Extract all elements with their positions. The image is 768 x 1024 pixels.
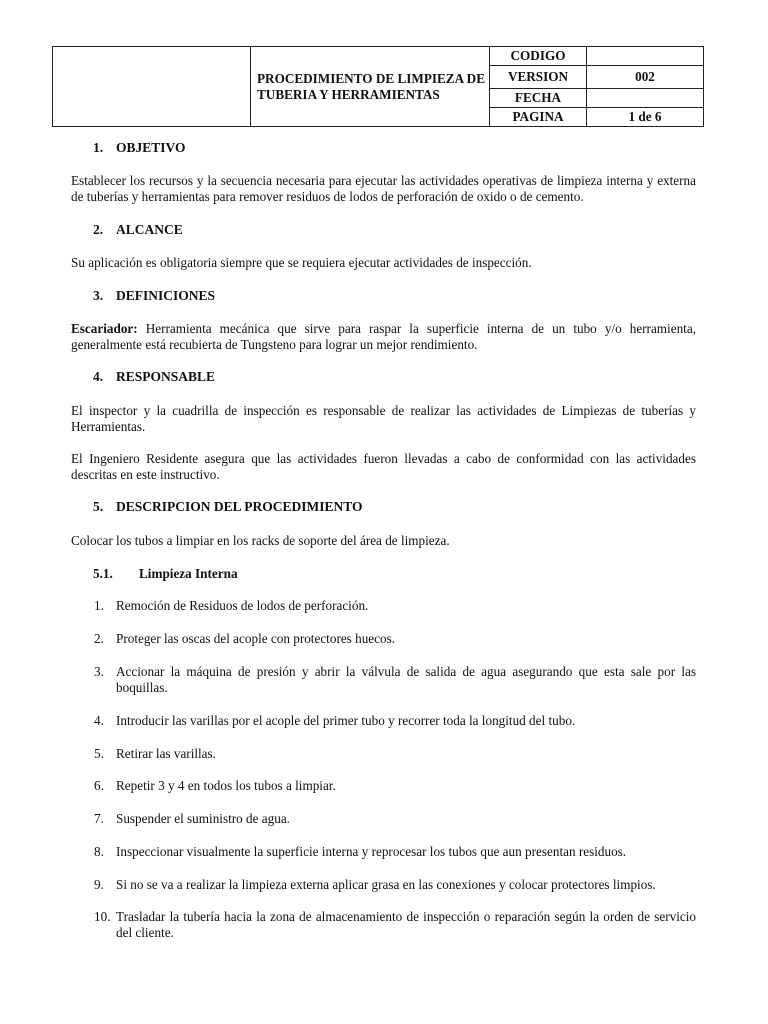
list-item-text: Trasladar la tubería hacia la zona de almacenamiento de inspección o reparación según la orden de servicio del cliente. xyxy=(116,909,696,940)
list-item-text: Retirar las varillas. xyxy=(116,746,216,761)
descripcion-paragraph: Colocar los tubos a limpiar en los racks de soporte del área de limpieza. xyxy=(71,533,450,548)
list-item-number: 1. xyxy=(94,598,104,613)
objetivo-paragraph: Establecer los recursos y la secuencia necesaria para ejecutar las actividades operativas de limpieza interna y externa de tuberías y herramientas para remover residuos de lodos de perforación de oxido o de cemento. xyxy=(71,173,696,204)
section-heading-descripcion xyxy=(93,499,363,515)
list-item xyxy=(94,778,696,794)
definition-term: Escariador: xyxy=(71,321,138,336)
list-item xyxy=(94,631,696,647)
header-table xyxy=(52,46,704,127)
list-item-number: 3. xyxy=(94,664,104,679)
section-heading-definiciones xyxy=(93,288,215,304)
version-label: VERSION xyxy=(490,66,587,89)
document-title: PROCEDIMIENTO DE LIMPIEZA DE TUBERIA Y HERRAMIENTAS xyxy=(251,47,490,127)
list-item-number: 6. xyxy=(94,778,104,793)
version-value: 002 xyxy=(587,66,704,89)
alcance-paragraph: Su aplicación es obligatoria siempre que se requiera ejecutar actividades de inspección. xyxy=(71,255,532,270)
codigo-label: CODIGO xyxy=(490,47,587,66)
fecha-label: FECHA xyxy=(490,89,587,108)
list-item-number: 8. xyxy=(94,844,104,859)
list-item xyxy=(94,877,696,893)
section-heading-objetivo xyxy=(93,140,186,156)
list-item-text: Remoción de Residuos de lodos de perforación. xyxy=(116,598,369,613)
subsection-heading-limpieza-interna xyxy=(93,566,238,582)
list-item-number: 4. xyxy=(94,713,104,728)
section-number: 5. xyxy=(93,499,104,514)
list-item xyxy=(94,713,696,729)
section-number: 4. xyxy=(93,369,104,384)
section-number: 1. xyxy=(93,140,104,155)
responsable-paragraph-2: El Ingeniero Residente asegura que las actividades fueron llevadas a cabo de conformidad con las actividades descritas en este instructivo. xyxy=(71,451,696,482)
subsection-title: Limpieza Interna xyxy=(139,566,238,581)
list-item-number: 9. xyxy=(94,877,104,892)
list-item xyxy=(94,811,696,827)
pagina-value: 1 de 6 xyxy=(587,108,704,127)
section-title: ALCANCE xyxy=(116,222,183,237)
definiciones-paragraph xyxy=(71,321,696,353)
section-title: OBJETIVO xyxy=(116,140,186,155)
list-item-text: Accionar la máquina de presión y abrir la válvula de salida de agua asegurando que esta sale por las boquillas. xyxy=(116,664,696,695)
list-item-text: Suspender el suministro de agua. xyxy=(116,811,290,826)
section-title: RESPONSABLE xyxy=(116,369,216,384)
list-item-number: 10. xyxy=(94,909,111,924)
section-title: DESCRIPCION DEL PROCEDIMIENTO xyxy=(116,499,363,514)
list-item xyxy=(94,598,696,614)
list-item-text: Proteger las oscas del acople con protectores huecos. xyxy=(116,631,396,646)
section-heading-alcance xyxy=(93,222,183,238)
pagina-label: PAGINA xyxy=(490,108,587,127)
section-number: 2. xyxy=(93,222,104,237)
definition-text: Herramienta mecánica que sirve para raspar la superficie interna de un tubo y/o herramienta, generalmente está recubierta de Tungsteno para lograr un mejor rendimiento. xyxy=(71,321,696,352)
list-item-number: 5. xyxy=(94,746,104,761)
list-item-text: Repetir 3 y 4 en todos los tubos a limpiar. xyxy=(116,778,336,793)
subsection-number: 5.1. xyxy=(93,566,113,581)
list-item-number: 2. xyxy=(94,631,104,646)
section-heading-responsable xyxy=(93,369,215,385)
codigo-value xyxy=(587,47,704,66)
list-item-text: Introducir las varillas por el acople del primer tubo y recorrer toda la longitud del tubo. xyxy=(116,713,576,728)
responsable-paragraph-1: El inspector y la cuadrilla de inspección es responsable de realizar las actividades de Limpiezas de tuberías y Herramientas. xyxy=(71,403,696,434)
fecha-value xyxy=(587,89,704,108)
list-item-text: Inspeccionar visualmente la superficie interna y reprocesar los tubos que aun presentan residuos. xyxy=(116,844,627,859)
section-number: 3. xyxy=(93,288,104,303)
list-item xyxy=(94,909,696,941)
list-item-text: Si no se va a realizar la limpieza externa aplicar grasa en las conexiones y colocar protectores limpios. xyxy=(116,877,656,892)
section-title: DEFINICIONES xyxy=(116,288,216,303)
list-item xyxy=(94,844,696,860)
list-item xyxy=(94,746,696,762)
list-item xyxy=(94,664,696,696)
logo-area xyxy=(53,47,251,127)
list-item-number: 7. xyxy=(94,811,104,826)
